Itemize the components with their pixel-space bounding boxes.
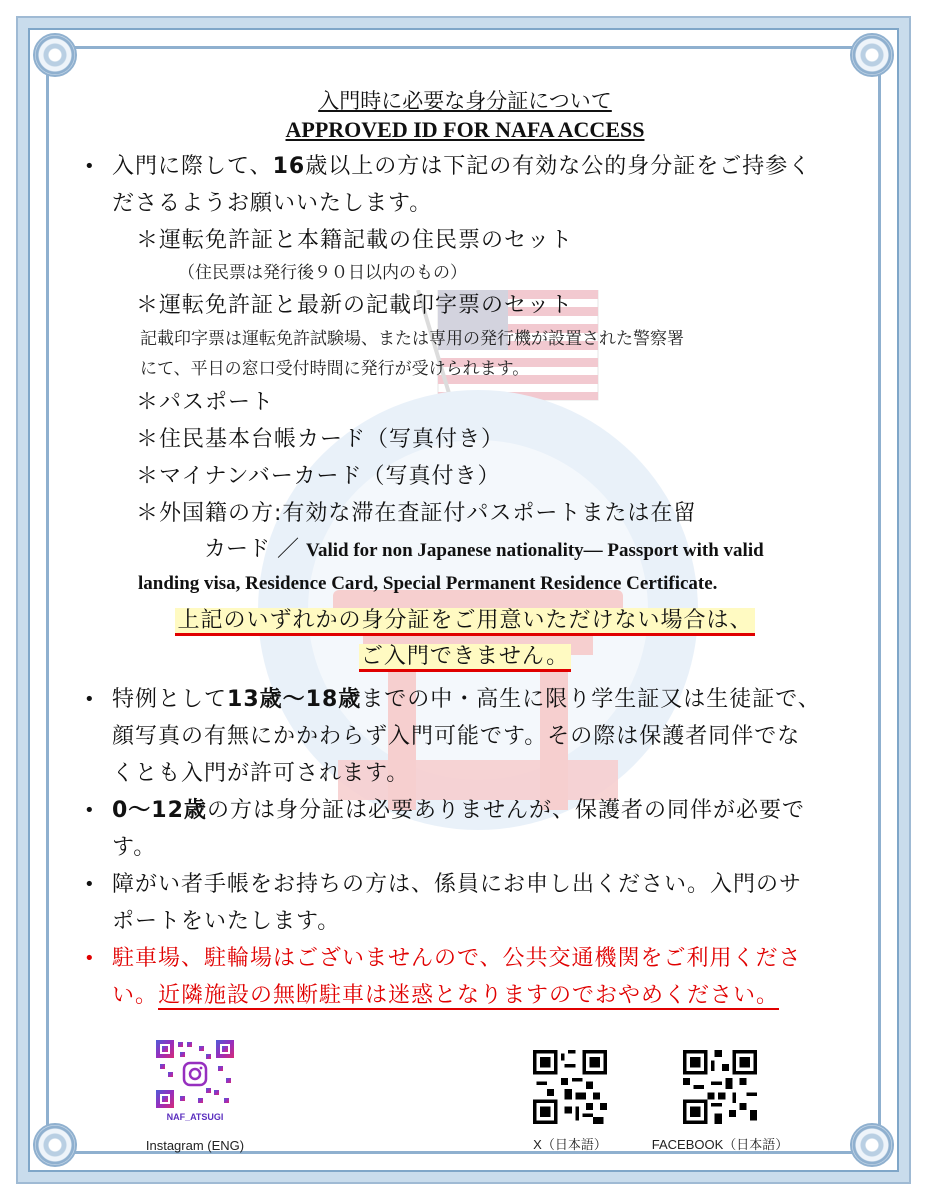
document-body — [80, 86, 850, 1014]
id-item-foreign-nationals: ＊外国籍の方:有効な滞在査証付パスポートまたは在留 — [136, 501, 697, 526]
intro-paragraph: • 入門に際して、16歳以上の方は下記の有効な公的身分証をご持参く ださるようお願いいたします。 — [80, 148, 850, 222]
warning-notice: 上記のいずれかの身分証をご用意いただけない場合は、 ご入門できません。 — [80, 603, 850, 675]
x-label: X（日本語） — [533, 1137, 607, 1152]
id-item-license-printout-note-2: にて、平日の窓口受付時間に発行が受けられます。 — [140, 359, 530, 379]
parking-rule: • 駐車場、駐輪場はございませんので、公共交通機関をご利用くださ い。近隣施設の無断駐車は迷惑となりますのでおやめください。 — [80, 940, 850, 1014]
id-item-resident-card: ＊住民基本台帳カード（写真付き） — [136, 427, 505, 452]
corner-ornament-bottom-right — [850, 1123, 894, 1167]
id-item-foreign-nationals-cont: カード ／ Valid for non Japanese nationality— Passport with valid — [204, 537, 764, 562]
disability-rule: • 障がい者手帳をお持ちの方は、係員にお申し出ください。入門のサ ポートをいたします。 — [80, 866, 850, 940]
students-rule: • 特例として13歳～18歳までの中・高生に限り学生証又は生徒証で、 顔写真の有無にかかわらず入門可能です。その際は保護者同伴でな くとも入門が許可されます。 — [80, 681, 850, 792]
x-qr-block[interactable] — [520, 1050, 620, 1153]
id-item-mynumber-card: ＊マイナンバーカード（写真付き） — [136, 464, 501, 489]
instagram-qr-icon[interactable] — [154, 1038, 236, 1110]
corner-ornament-bottom-left — [33, 1123, 77, 1167]
instagram-handle: NAF_ATSUGI — [166, 1112, 224, 1122]
id-item-foreign-nationals-en: landing visa, Residence Card, Special Permanent Residence Certificate. — [138, 573, 718, 594]
min-age: 16 — [272, 154, 306, 179]
id-item-passport: ＊パスポート — [136, 390, 275, 415]
instagram-qr-block[interactable] — [130, 1038, 260, 1153]
instagram-label: Instagram (ENG) — [145, 1138, 245, 1153]
id-item-license-residence: ＊運転免許証と本籍記載の住民票のセット — [136, 228, 574, 253]
corner-ornament-top-left — [33, 33, 77, 77]
corner-ornament-top-right — [850, 33, 894, 77]
page-title-jp: 入門時に必要な身分証について — [318, 89, 612, 113]
children-rule: • 0～12歳の方は身分証は必要ありませんが、保護者の同伴が必要で す。 — [80, 792, 850, 866]
x-qr-icon[interactable] — [533, 1050, 607, 1124]
facebook-qr-icon[interactable] — [683, 1050, 757, 1124]
id-item-license-residence-note: （住民票は発行後９０日以内のもの） — [178, 263, 467, 283]
facebook-label: FACEBOOK（日本語） — [651, 1137, 789, 1152]
page-title-en: APPROVED ID FOR NAFA ACCESS — [285, 117, 645, 142]
id-item-license-printout-note-1: 記載印字票は運転免許試験場、または専用の発行機が設置された警察署 — [140, 329, 684, 349]
id-item-license-printout: ＊運転免許証と最新の記載印字票のセット — [136, 293, 574, 318]
facebook-qr-block[interactable] — [650, 1050, 790, 1153]
